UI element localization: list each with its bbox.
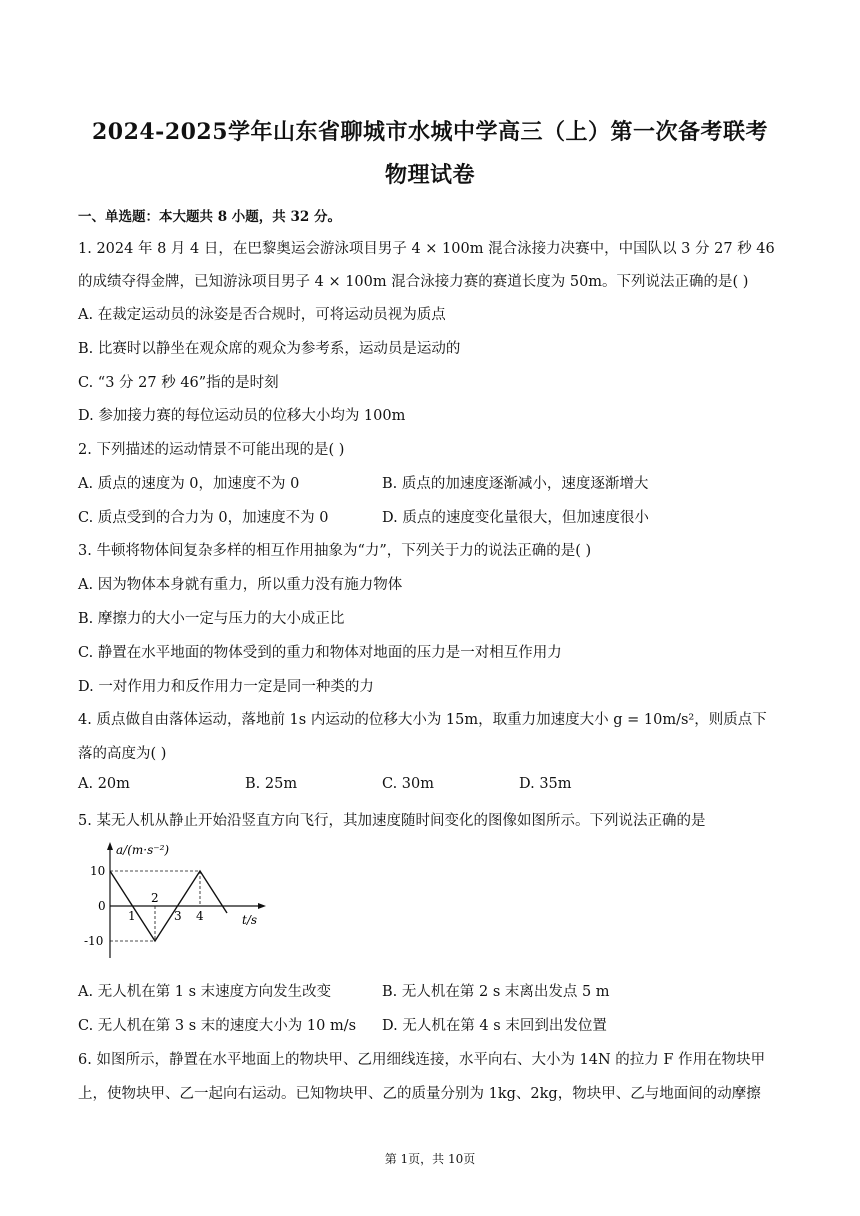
q5-stem: 5. 某无人机从静止开始沿竖直方向飞行，其加速度随时间变化的图像如图所示。下列说法正确的是 [78, 813, 706, 829]
q1-stem-line1: 1. 2024 年 8 月 4 日，在巴黎奥运会游泳项目男子 4 × 100m 混合泳接力决赛中，中国队以 3 分 27 秒 46 [78, 241, 775, 257]
q3-stem: 3. 牛顿将物体间复杂多样的相互作用抽象为“力”，下列关于力的说法正确的是( ) [78, 543, 592, 559]
q5-option-c: C. 无人机在第 3 s 末的速度大小为 10 m/s [78, 1018, 357, 1034]
q2-option-b: B. 质点的加速度逐渐减小，速度逐渐增大 [382, 476, 649, 492]
y-tick-0: 0 [98, 899, 106, 913]
q6-stem-line1: 6. 如图所示，静置在水平地面上的物块甲、乙用细线连接，水平向右、大小为 14N 的拉力 F 作用在物块甲 [78, 1052, 766, 1068]
x-axis-label: t/s [242, 913, 258, 927]
y-tick-10: 10 [90, 864, 106, 878]
q2-stem: 2. 下列描述的运动情景不可能出现的是( ) [78, 442, 345, 458]
q5-option-d: D. 无人机在第 4 s 末回到出发位置 [382, 1018, 607, 1034]
q2-option-d: D. 质点的速度变化量很大，但加速度很小 [382, 510, 649, 526]
q2-option-a: A. 质点的速度为 0，加速度不为 0 [78, 476, 300, 492]
x-axis-arrow-icon [258, 903, 266, 909]
q2-option-c: C. 质点受到的合力为 0，加速度不为 0 [78, 510, 329, 526]
q3-option-b: B. 摩擦力的大小一定与压力的大小成正比 [78, 611, 345, 627]
q4-option-a: A. 20m [78, 776, 130, 792]
q1-option-c: C. “3 分 27 秒 46”指的是时刻 [78, 375, 279, 391]
q6-stem-line2: 上，使物块甲、乙一起向右运动。已知物块甲、乙的质量分别为 1kg、2kg，物块甲、乙与地面间的动摩擦 [78, 1086, 761, 1102]
q1-option-a: A. 在裁定运动员的泳姿是否合规时，可将运动员视为质点 [78, 307, 446, 323]
q4-stem-line1: 4. 质点做自由落体运动，落地前 1s 内运动的位移大小为 15m，取重力加速度大小 g = 10m/s²，则质点下 [78, 712, 767, 728]
acceleration-time-graph [82, 838, 282, 968]
q4-option-c: C. 30m [382, 776, 434, 792]
q3-option-a: A. 因为物体本身就有重力，所以重力没有施力物体 [78, 577, 403, 593]
y-tick-neg10: -10 [84, 934, 104, 948]
exam-subtitle: 物理试卷 [384, 162, 475, 188]
q3-option-d: D. 一对作用力和反作用力一定是同一种类的力 [78, 679, 374, 695]
q1-option-b: B. 比赛时以静坐在观众席的观众为参考系，运动员是运动的 [78, 341, 461, 357]
exam-title: 2024-2025学年山东省聊城市水城中学高三（上）第一次备考联考 [91, 119, 769, 145]
x-tick-1: 1 [128, 909, 136, 923]
q5-option-a: A. 无人机在第 1 s 末速度方向发生改变 [78, 984, 332, 1000]
y-axis-arrow-icon [107, 842, 113, 850]
q5-option-b: B. 无人机在第 2 s 末离出发点 5 m [382, 984, 610, 1000]
x-tick-4: 4 [196, 909, 204, 923]
q1-stem-line2: 的成绩夺得金牌，已知游泳项目男子 4 × 100m 混合泳接力赛的赛道长度为 50m。下列说法正确的是( ) [78, 274, 749, 290]
q3-option-c: C. 静置在水平地面的物体受到的重力和物体对地面的压力是一对相互作用力 [78, 645, 562, 661]
q1-option-d: D. 参加接力赛的每位运动员的位移大小均为 100m [78, 408, 406, 424]
q4-option-b: B. 25m [245, 776, 298, 792]
x-tick-3: 3 [174, 909, 182, 923]
x-tick-2: 2 [151, 891, 159, 905]
page-footer: 第 1页，共 10页 [384, 1152, 476, 1166]
section-heading: 一、单选题：本大题共 8 小题，共 32 分。 [78, 209, 341, 225]
q4-option-d: D. 35m [519, 776, 572, 792]
q4-stem-line2: 落的高度为( ) [78, 746, 167, 762]
y-axis-label: a/(m·s⁻²) [116, 843, 170, 857]
